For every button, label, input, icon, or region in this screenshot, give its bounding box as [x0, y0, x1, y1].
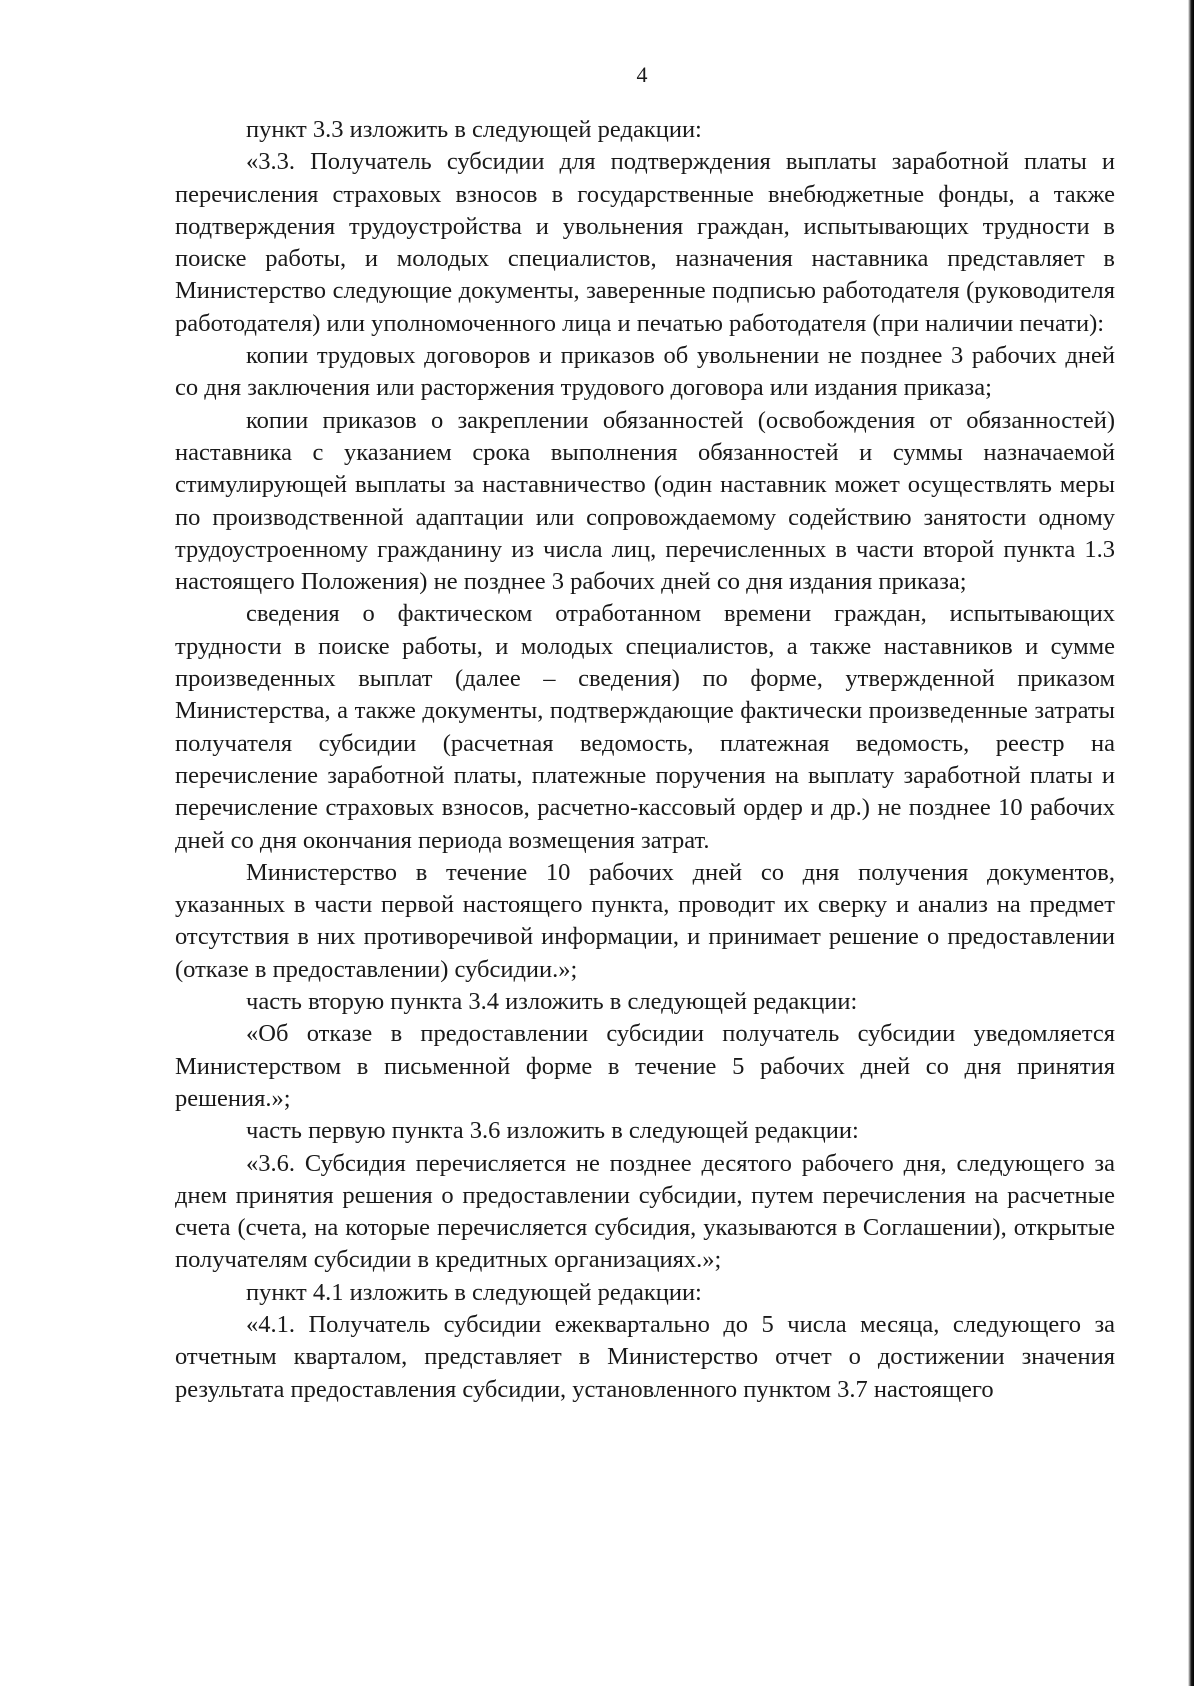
paragraph-worked-time-info: сведения о фактическом отработанном времени граждан, испытывающих трудности в поиске работы, и молодых специалистов, а также наставников и сумме произведенных выплат (далее – сведения) по форме, утвержденной приказом Министерства, а также документы, подтверждающие фактически произведенные затраты получателя субсидии (расчетная ведомость, платежная ведомость, реестр на перечисление заработной платы, платежные поручения на выплату заработной платы и перечисление страховых взносов, расчетно-кассовый ордер и др.) не позднее 10 рабочих дней со дня окончания периода возмещения затрат.	[175, 600, 1115, 854]
paragraph-employment-contracts: копии трудовых договоров и приказов об увольнении не позднее 3 рабочих дней со дня заключения или расторжения трудового договора или издания приказа;	[175, 342, 1115, 402]
paragraph-4-1-text: «4.1. Получатель субсидии ежеквартально до 5 числа месяца, следующего за отчетным кварталом, представляет в Министерство отчет о достижении значения результата предоставления субсидии, установленного пунктом 3.7 настоящего	[175, 1310, 1115, 1403]
document-body	[175, 114, 1115, 1406]
paragraph-amend-3-3: пункт 3.3 изложить в следующей редакции:	[246, 116, 702, 143]
paragraph-3-4-text: «Об отказе в предоставлении субсидии получатель субсидии уведомляется Министерством в письменной форме в течение 5 рабочих дней со дня принятия решения.»;	[175, 1020, 1115, 1112]
page-number: 4	[636, 62, 648, 87]
paragraph-amend-3-6: часть первую пункта 3.6 изложить в следующей редакции:	[246, 1117, 859, 1145]
paragraph-mentor-orders: копии приказов о закреплении обязанностей (освобождения от обязанностей) наставника с указанием срока выполнения обязанностей и суммы назначаемой стимулирующей выплаты за наставничество (один наставник может осуществлять меры по производственной адаптации или сопровождаемому содействию занятости одному трудоустроенному гражданину из числа лиц, перечисленных в части второй пункта 1.3 настоящего Положения) не позднее 3 рабочих дней со дня издания приказа;	[175, 406, 1115, 596]
paragraph-amend-3-4: часть вторую пункта 3.4 изложить в следующей редакции:	[246, 988, 858, 1016]
scan-edge-shadow	[1188, 0, 1194, 1686]
paragraph-3-6-text: «3.6. Субсидия перечисляется не позднее десятого рабочего дня, следующего за днем принятия решения о предоставлении субсидии, путем перечисления на расчетные счета (счета, на которые перечисляется субсидия, указываются в Соглашении), открытые получателям субсидии в кредитных организациях.»;	[175, 1149, 1115, 1274]
paragraph-amend-4-1: пункт 4.1 изложить в следующей редакции:	[246, 1278, 702, 1306]
paragraph-ministry-review: Министерство в течение 10 рабочих дней со дня получения документов, указанных в части первой настоящего пункта, проводит их сверку и анализ на предмет отсутствия в них противоречивой информации, и принимает решение о предоставлении (отказе в предоставлении) субсидии.»;	[175, 858, 1115, 983]
paragraph-3-3-text: «3.3. Получатель субсидии для подтверждения выплаты заработной платы и перечисления страховых взносов в государственные внебюджетные фонды, а также подтверждения трудоустройства и увольнения граждан, испытывающих трудности в поиске работы, и молодых специалистов, назначения наставника представляет в Министерство следующие документы, заверенные подписью работодателя (руководителя работодателя) или уполномоченного лица и печатью работодателя (при наличии печати):	[175, 148, 1115, 337]
